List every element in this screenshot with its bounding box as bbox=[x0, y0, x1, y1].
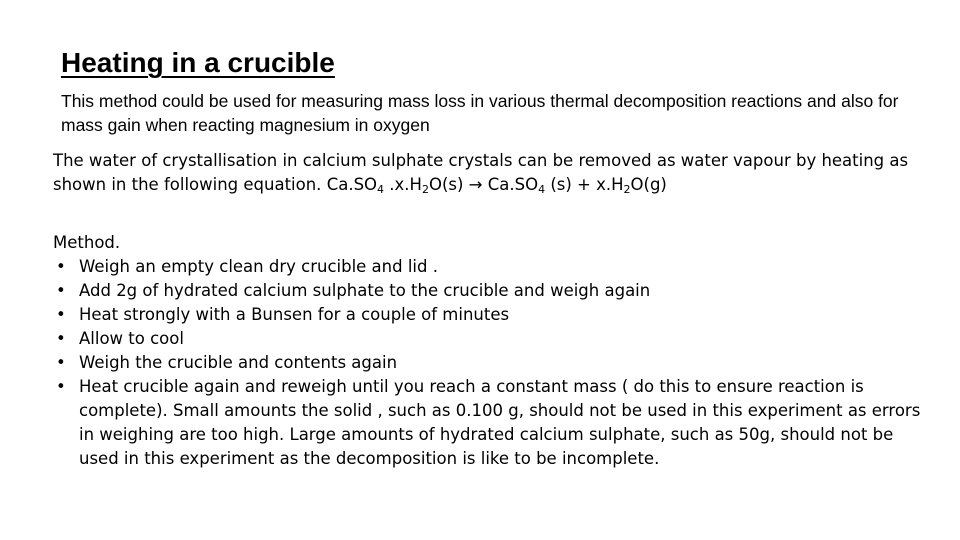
step-text: Weigh the crucible and contents again bbox=[79, 353, 398, 372]
step-text: Heat crucible again and reweigh until you reach a constant mass ( do this to ensure reaction is complete). Small amounts the solid , such as 0.100 g, should not be used in this experiment as errors in weighing are too high. Large amounts of hydrated calcium sulphate, such as 50g, should not be used in this experiment as the decomposition is like to be incomplete. bbox=[79, 377, 921, 468]
method-section bbox=[53, 231, 933, 471]
method-steps-list bbox=[53, 255, 933, 471]
bullet-icon: • bbox=[56, 353, 66, 372]
equation-part: (s) + x.H bbox=[545, 175, 624, 194]
equation-part: Ca.SO bbox=[326, 175, 378, 194]
method-step bbox=[53, 375, 933, 471]
method-step bbox=[53, 351, 933, 375]
slide-title: Heating in a crucible bbox=[61, 47, 335, 78]
method-step bbox=[53, 303, 933, 327]
equation-part: O(g) bbox=[630, 175, 667, 194]
equation-paragraph bbox=[53, 149, 933, 197]
equation-part: O(s) → Ca.SO bbox=[428, 175, 539, 194]
equation-subscript: 4 bbox=[538, 183, 546, 196]
bullet-icon: • bbox=[56, 377, 66, 396]
method-step bbox=[53, 255, 933, 279]
step-text: Weigh an empty clean dry crucible and lid . bbox=[79, 257, 438, 276]
method-step bbox=[53, 279, 933, 303]
bullet-icon: • bbox=[56, 329, 66, 348]
method-heading: Method. bbox=[53, 233, 121, 252]
equation-subscript: 4 bbox=[377, 183, 385, 196]
bullet-icon: • bbox=[56, 281, 66, 300]
intro-text: This method could be used for measuring mass loss in various thermal decomposition reactions and also for mass gain when reacting magnesium in oxygen bbox=[61, 91, 899, 135]
method-step bbox=[53, 327, 933, 351]
bullet-icon: • bbox=[56, 257, 66, 276]
step-text: Heat strongly with a Bunsen for a couple of minutes bbox=[79, 305, 510, 324]
chemical-equation bbox=[327, 175, 667, 194]
step-text: Allow to cool bbox=[79, 329, 184, 348]
equation-subscript: 2 bbox=[623, 183, 631, 196]
paragraph-text: The water of crystallisation in calcium sulphate crystals can be removed as water vapour by heating as shown in the following equation. bbox=[53, 151, 909, 194]
equation-part: .x.H bbox=[384, 175, 422, 194]
equation-subscript: 2 bbox=[421, 183, 429, 196]
step-text: Add 2g of hydrated calcium sulphate to the crucible and weigh again bbox=[79, 281, 651, 300]
bullet-icon: • bbox=[56, 305, 66, 324]
